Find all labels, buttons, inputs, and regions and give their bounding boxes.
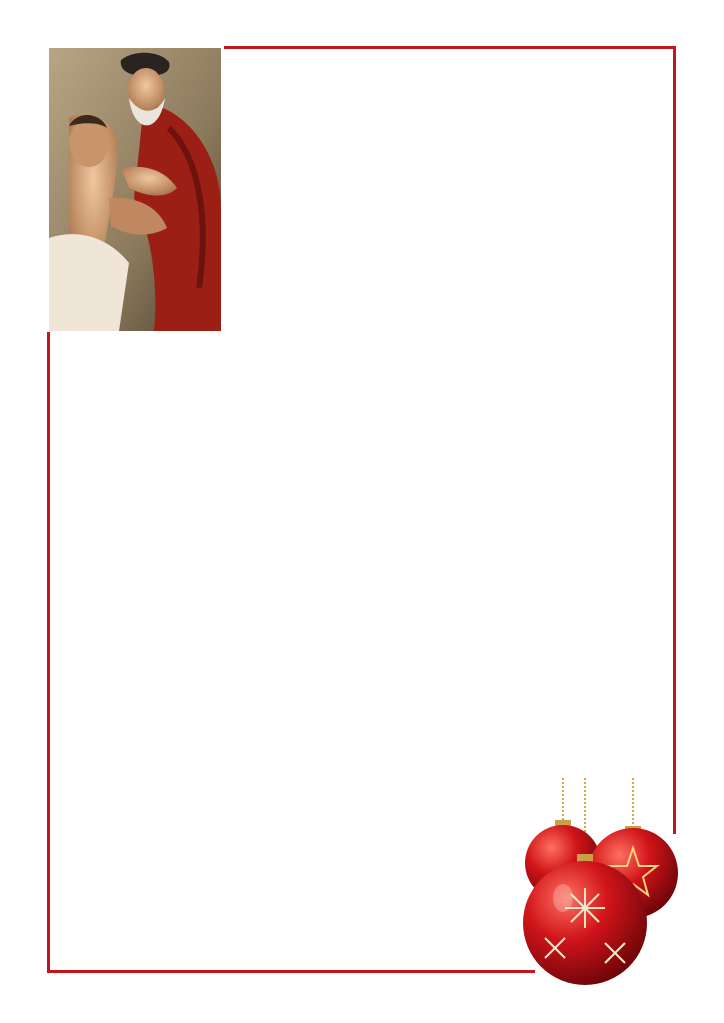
frame-border-top <box>224 46 676 49</box>
christmas-ornaments-image <box>515 778 687 993</box>
frame-border-left <box>47 332 50 972</box>
frame-border-right <box>673 46 676 834</box>
notes-block <box>60 782 480 802</box>
frame-border-bottom <box>47 970 535 973</box>
prodigal-son-painting <box>49 48 221 331</box>
